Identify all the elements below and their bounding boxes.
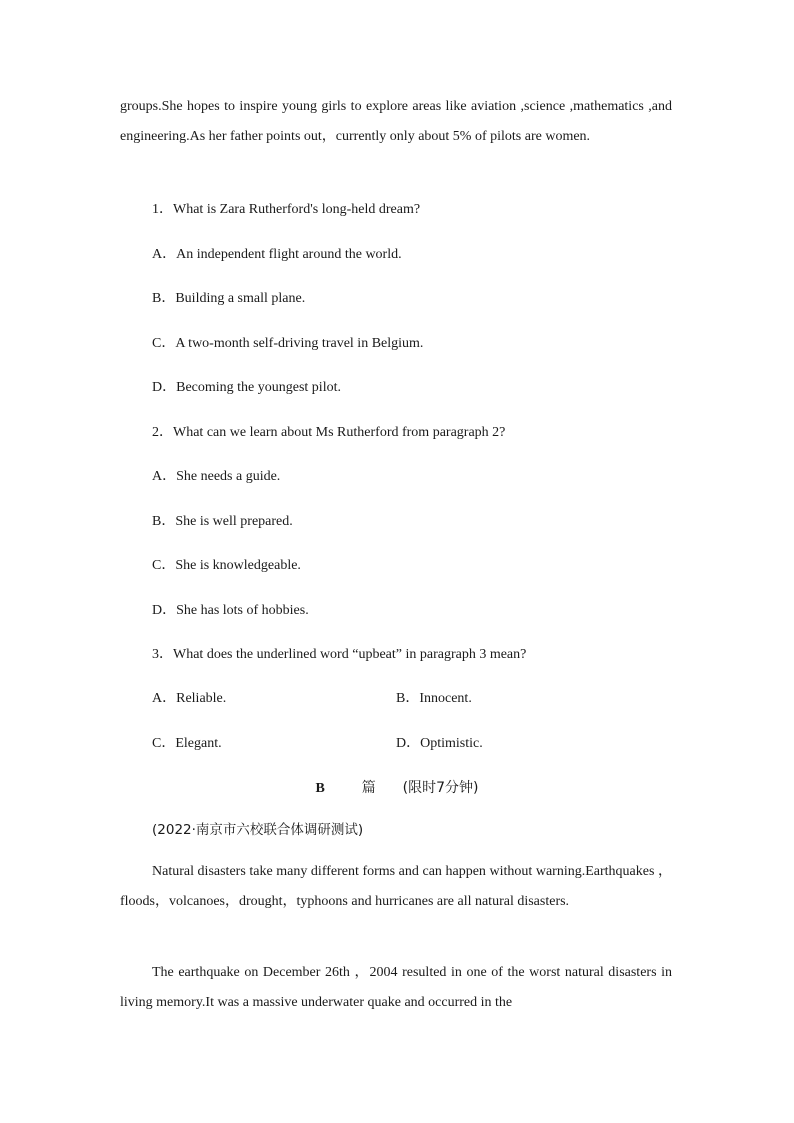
section-b-paragraph-2: The earthquake on December 26th ，2004 resulted in one of the worst natural disasters in living memory.It was a massive underwater quake and occurred in the — [120, 965, 672, 1010]
passage-a-paragraph-end: groups.She hopes to inspire young girls to explore areas like aviation ,science ,mathematics ,and engineering.As her father points out，currently only about 5% of pilots are women. — [120, 99, 672, 144]
section-b-label-suffix: 篇 — [361, 780, 376, 796]
section-b-paragraph-1: Natural disasters take many different forms and can happen without warning.Earthquakes ，floods，volcanoes，drought，typhoons and hurricanes are all natural disasters. — [120, 864, 672, 909]
section-b-source: (2022·南京市六校联合体调研测试) — [152, 822, 364, 838]
question-1-stem: 1．What is Zara Rutherford's long-held dream? — [152, 202, 421, 217]
question-1-option-c: C．A two-month self-driving travel in Belgium. — [152, 336, 424, 351]
question-2-option-b: B．She is well prepared. — [152, 514, 293, 529]
question-3-stem: 3．What does the underlined word “upbeat” in paragraph 3 mean? — [152, 647, 527, 662]
question-2-option-d: D．She has lots of hobbies. — [152, 603, 309, 618]
section-b-time-limit: (限时7分钟) — [402, 780, 479, 796]
section-b-heading — [0, 778, 794, 799]
question-1-option-b: B．Building a small plane. — [152, 291, 306, 306]
section-b-label: B — [315, 781, 325, 796]
question-3-option-d: D．Optimistic. — [396, 736, 483, 751]
question-2-stem: 2．What can we learn about Ms Rutherford from paragraph 2? — [152, 425, 506, 440]
question-1-option-a: A．An independent flight around the world. — [152, 247, 402, 262]
question-3-option-b: B．Innocent. — [396, 691, 472, 706]
question-2-option-a: A．She needs a guide. — [152, 469, 281, 484]
question-3-option-a: A．Reliable. — [152, 691, 227, 706]
question-1-option-d: D．Becoming the youngest pilot. — [152, 380, 341, 395]
question-3-option-c: C．Elegant. — [152, 736, 222, 751]
question-2-option-c: C．She is knowledgeable. — [152, 558, 301, 573]
